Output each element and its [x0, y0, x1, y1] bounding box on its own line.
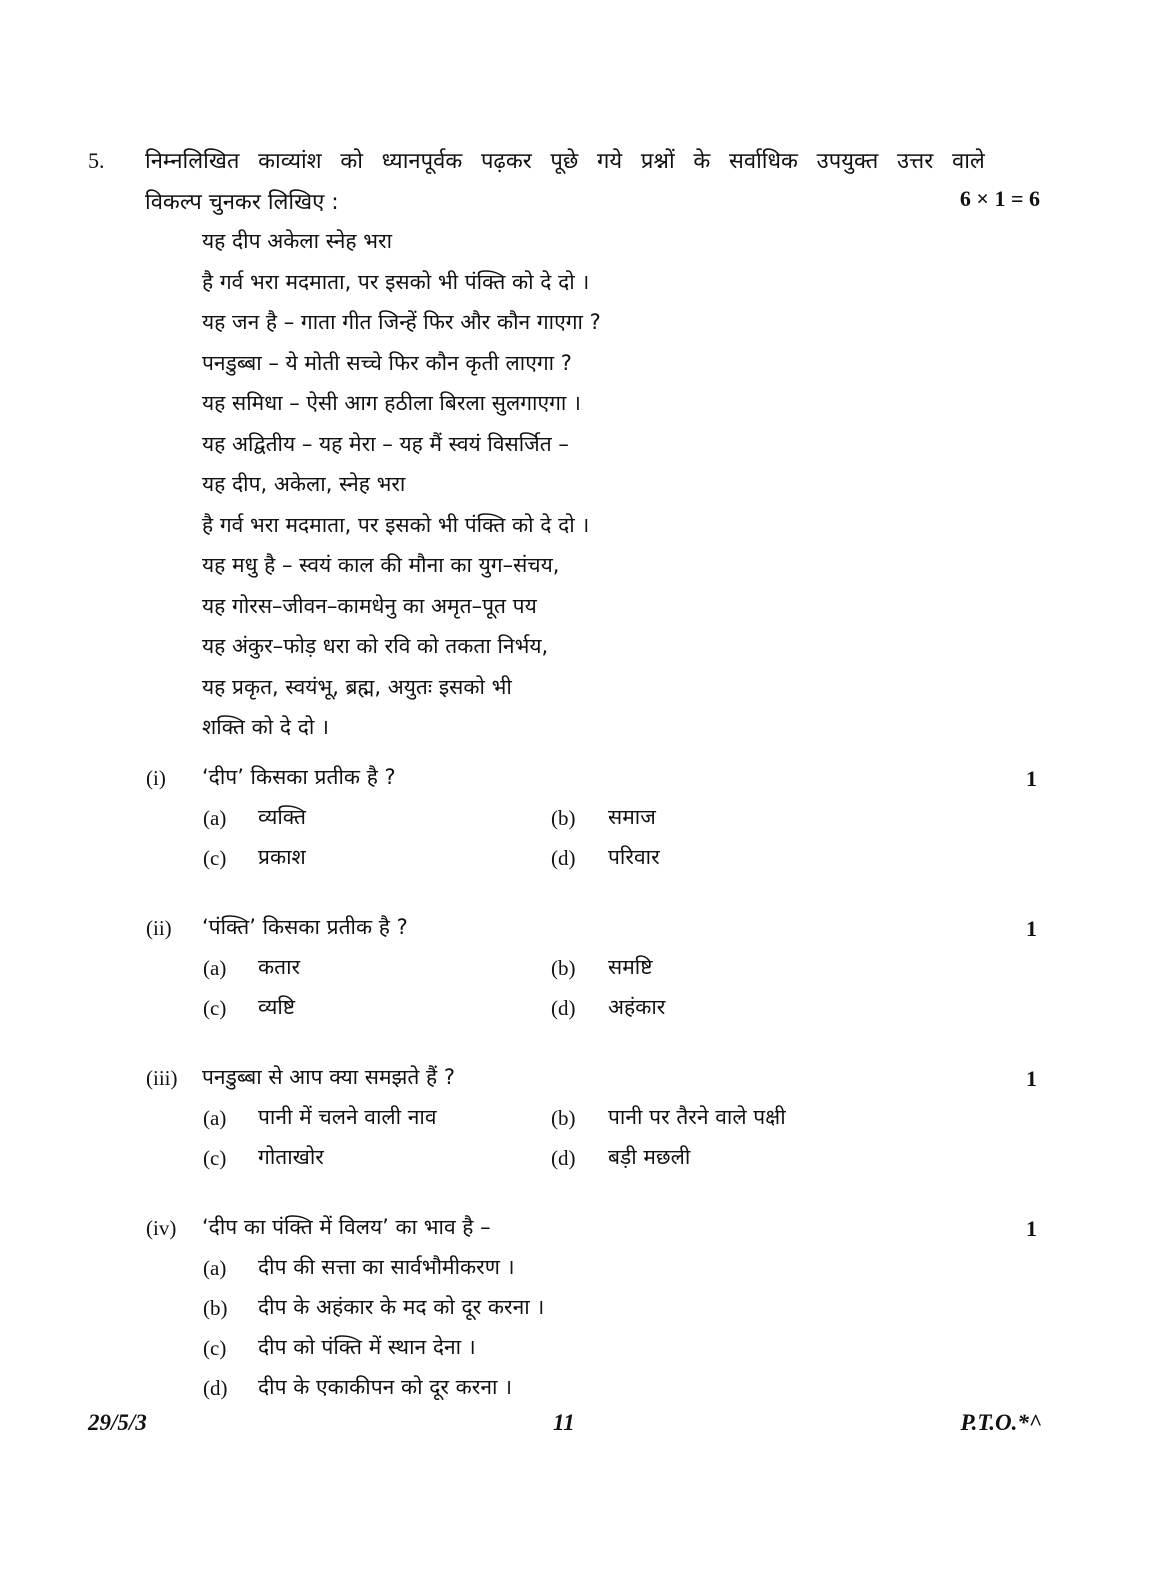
- subquestion-4-number: (iv): [146, 1216, 177, 1240]
- poem-line: यह अद्वितीय – यह मेरा – यह मैं स्वयं विसर्जित –: [202, 431, 569, 456]
- option-text: दीप को पंक्ति में स्थान देना ।: [258, 1335, 476, 1359]
- option-letter: (c): [203, 1146, 227, 1170]
- poem-block: [202, 226, 601, 753]
- instruction-word: सर्वाधिक: [729, 149, 798, 174]
- option-text: गोताखोर: [258, 1145, 324, 1169]
- subquestion-1-marks: 1: [1026, 766, 1037, 791]
- poem-line: है गर्व भरा मदमाता, पर इसको भी पंक्ति को दे दो ।: [202, 269, 590, 294]
- option-letter: (a): [203, 1106, 227, 1130]
- subquestion-1-text: ‘दीप’ किसका प्रतीक है ?: [202, 765, 396, 789]
- poem-line: है गर्व भरा मदमाता, पर इसको भी पंक्ति को दे दो ।: [202, 512, 590, 537]
- option-letter: (c): [203, 996, 227, 1020]
- subquestion-4-marks: 1: [1026, 1216, 1037, 1241]
- option-letter: (d): [551, 1146, 576, 1170]
- subquestion-3-number: (iii): [146, 1066, 178, 1090]
- option-text: परिवार: [608, 845, 660, 869]
- poem-line: शक्ति को दे दो ।: [202, 715, 329, 739]
- option-text: समाज: [608, 805, 656, 829]
- instruction-word: वाले: [951, 149, 985, 174]
- page-number: 11: [553, 1410, 575, 1435]
- option-letter: (a): [203, 956, 227, 980]
- question-instruction-line2: विकल्प चुनकर लिखिए :: [145, 190, 339, 215]
- instruction-word: के: [693, 149, 711, 174]
- option-letter: (b): [551, 1106, 576, 1130]
- instruction-word: निम्नलिखित: [145, 149, 240, 174]
- poem-line: यह मधु है – स्वयं काल की मौना का युग–संचय,: [202, 553, 560, 577]
- instruction-word: ध्यानपूर्वक: [381, 149, 463, 174]
- question-number: 5.: [88, 148, 105, 173]
- poem-line: यह अंकुर–फोड़ धरा को रवि को तकता निर्भय,: [202, 634, 549, 658]
- subquestion-3-marks: 1: [1026, 1066, 1037, 1091]
- option-text: दीप के अहंकार के मद को दूर करना ।: [258, 1295, 545, 1319]
- instruction-word: गये: [597, 149, 623, 174]
- poem-line: यह समिधा – ऐसी आग हठीला बिरला सुलगाएगा ।: [202, 391, 582, 415]
- option-text: समष्टि: [608, 955, 653, 979]
- paper-code: 29/5/3: [88, 1410, 147, 1435]
- subquestion-1-number: (i): [146, 766, 166, 790]
- option-letter: (b): [203, 1296, 228, 1320]
- option-letter: (a): [203, 1256, 227, 1280]
- subquestion-2-marks: 1: [1026, 916, 1037, 941]
- option-letter: (c): [203, 1336, 227, 1360]
- option-text: बड़ी मछली: [608, 1145, 691, 1169]
- option-letter: (c): [203, 846, 227, 870]
- subquestion-3-text: पनडुब्बा से आप क्या समझते हैं ?: [202, 1065, 456, 1089]
- instruction-word: काव्यांश: [258, 149, 322, 174]
- question-marks: 6 × 1 = 6: [959, 186, 1040, 211]
- option-text: कतार: [258, 955, 301, 979]
- subquestion-4-text: ‘दीप का पंक्ति में विलय’ का भाव है –: [202, 1215, 491, 1239]
- option-text: व्यष्टि: [258, 995, 296, 1019]
- subquestion-2-number: (ii): [146, 916, 172, 940]
- poem-line: यह दीप अकेला स्नेह भरा: [202, 229, 393, 253]
- option-letter: (a): [203, 806, 227, 830]
- instruction-word: प्रश्नों: [640, 149, 675, 174]
- instruction-word: उत्तर: [897, 149, 934, 174]
- subquestion-2-text: ‘पंक्ति’ किसका प्रतीक है ?: [202, 915, 408, 939]
- poem-line: पनडुब्बा – ये मोती सच्चे फिर कौन कृती लाएगा ?: [202, 350, 572, 375]
- poem-line: यह प्रकृत, स्वयंभू, ब्रह्म, अयुतः इसको भी: [202, 674, 512, 699]
- poem-line: यह गोरस–जीवन–कामधेनु का अमृत–पूत पय: [202, 593, 537, 618]
- instruction-word: पढ़कर: [480, 149, 532, 174]
- option-letter: (d): [203, 1376, 228, 1400]
- instruction-word: पूछे: [550, 149, 579, 174]
- poem-line: यह दीप, अकेला, स्नेह भरा: [202, 472, 406, 496]
- option-text: अहंकार: [608, 995, 666, 1019]
- instruction-word: उपयुक्त: [816, 149, 879, 174]
- option-text: दीप की सत्ता का सार्वभौमीकरण ।: [258, 1255, 515, 1279]
- option-text: व्यक्ति: [258, 805, 307, 829]
- option-letter: (b): [551, 956, 576, 980]
- option-text: पानी पर तैरने वाले पक्षी: [608, 1105, 786, 1129]
- question-instruction-line1: [145, 145, 985, 175]
- option-letter: (d): [551, 996, 576, 1020]
- pto-label: P.T.O.*^: [960, 1410, 1042, 1435]
- option-text: प्रकाश: [258, 845, 306, 869]
- option-text: पानी में चलने वाली नाव: [258, 1105, 437, 1129]
- option-letter: (b): [551, 806, 576, 830]
- poem-line: यह जन है – गाता गीत जिन्हें फिर और कौन गाएगा ?: [202, 310, 601, 334]
- option-letter: (d): [551, 846, 576, 870]
- instruction-word: को: [340, 149, 363, 174]
- option-text: दीप के एकाकीपन को दूर करना ।: [258, 1375, 513, 1399]
